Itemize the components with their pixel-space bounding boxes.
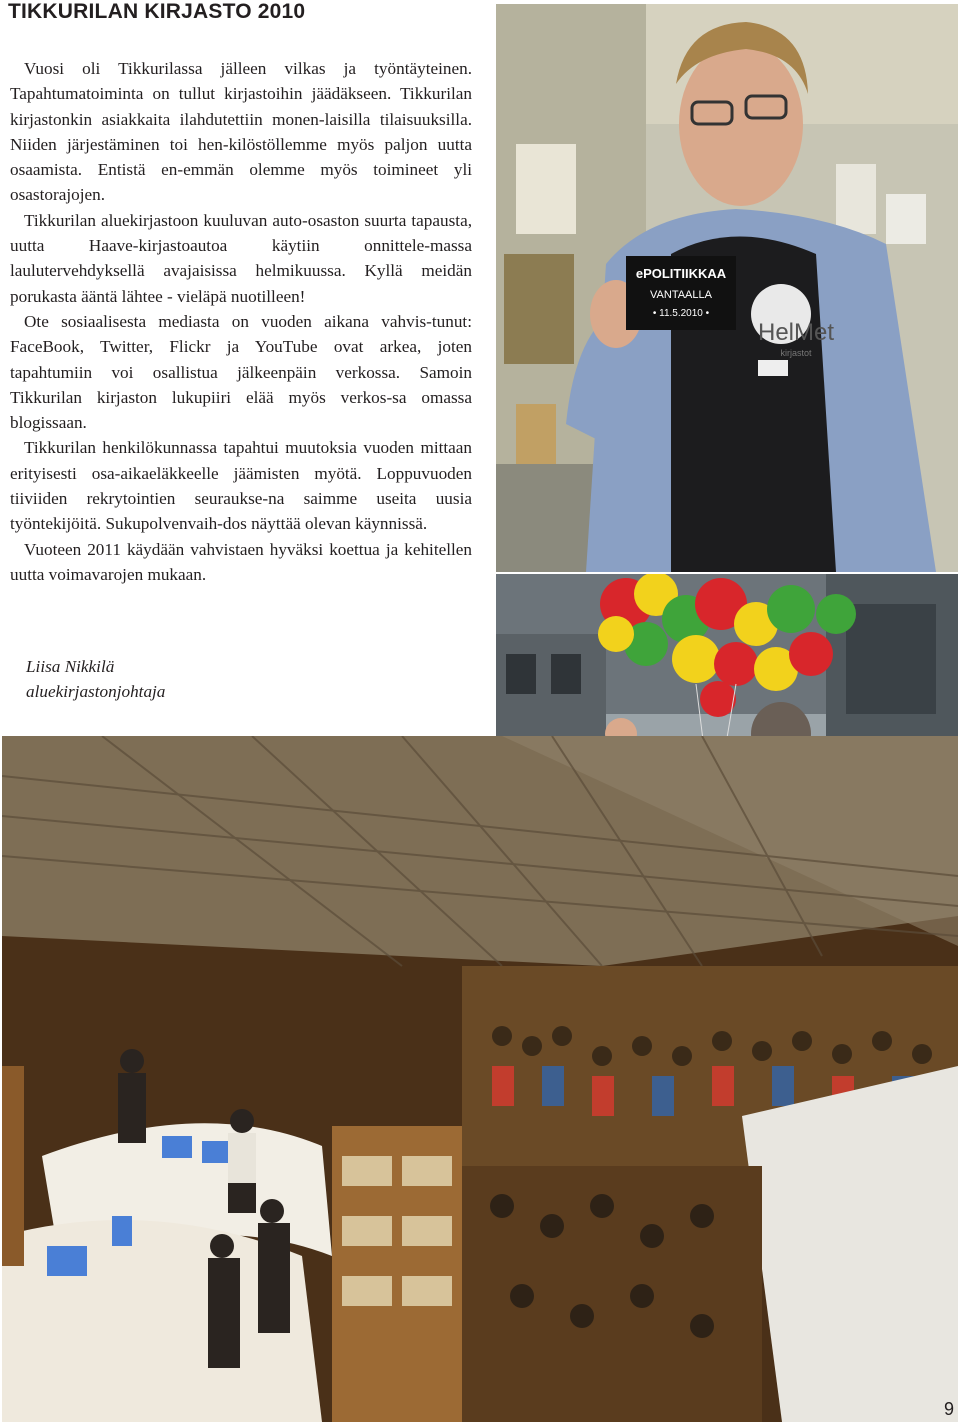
photo-library-event [2,736,958,1422]
sign-text: ePOLITIIKKAA [635,266,727,281]
signature [26,654,165,704]
photo-library-event-image [2,736,958,1422]
paragraph: Vuoteen 2011 käydään vahvistaen hyväksi koettua ja kehitellen uutta voimavarojen mukaan. [10,539,472,584]
shirt-logo-text: HelMet [757,319,835,346]
sign-text: VANTAALLA [650,289,712,301]
paragraph: Ote sosiaalisesta mediasta on vuoden aikana vahvis-tunut: FaceBook, Twitter, Flickr ja YouTube ovat arkea, joten tapahtumiin voi osallistua jälkeenpäin verkossa. Samoin Tikkurilan kirjaston lukupiiri elää myös verkos-sa omassa blogissaan. [10,311,472,433]
paragraph: Tikkurilan henkilökunnassa tapahtui muutoksia vuoden mittaan erityisesti osa-aikaeläkkeelle jäämisten myötä. Loppuvuoden tiiviiden rekrytointien seuraukse-na saimme useita uusia työntekijöitä. Sukupolvenvaih-dos näyttää olevan käynnissä. [10,438,472,534]
page-number: 9 [943,1399,954,1419]
shirt-logo-subtext: kirjastot [780,348,812,358]
signature-name: Liisa Nikkilä [26,657,115,676]
photo-man-with-card [496,4,958,572]
photo-man-with-card-image [496,4,958,572]
paragraph: Vuosi oli Tikkurilassa jälleen vilkas ja työntäyteinen. Tapahtumatoiminta on tullut kirjastoihin jäädäkseen. Tikkurilan kirjastonkin asiakkaita ilahdutettiin monen-laisilla tilaisuuksilla. Niiden järjestäminen toi hen-kilöstöllemme myös paljon uutta osaamista. Entistä en-emmän olemme myös toimineet yli osastorajojen. [10,59,472,205]
page-title: TIKKURILAN KIRJASTO 2010 [8,0,306,23]
article-body [10,56,472,587]
paragraph: Tikkurilan aluekirjastoon kuuluvan auto-osaston suurta tapausta, uutta Haave-kirjastoautoa käytiin onnittele-massa laulutervehdyksellä avajaisissa helmikuussa. Kyllä meidän porukasta ääntä lähtee - vieläpä nuotilleen! [10,210,472,306]
signature-role: aluekirjastonjohtaja [26,682,166,701]
sign-text: • 11.5.2010 • [652,308,710,319]
